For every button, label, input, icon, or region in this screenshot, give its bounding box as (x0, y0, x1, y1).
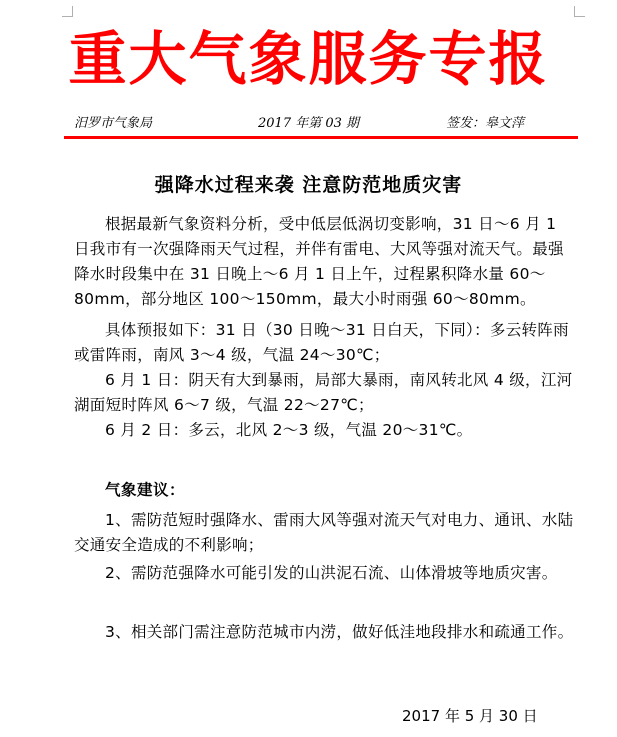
masthead-title: 重大气象服务专报 (68, 25, 549, 93)
signer: 签发：皋文萍 (446, 116, 525, 131)
paragraph-forecast-jun2: 6 月 2 日：多云，北风 2～3 级，气温 20～31℃。 (105, 421, 473, 439)
red-divider (64, 136, 578, 139)
header-info-row (74, 112, 564, 130)
advice-item-2: 2、需防范强降水可能引发的山洪泥石流、山体滑坡等地质灾害。 (105, 564, 558, 582)
page-corner-mark-left (62, 6, 73, 17)
issuing-agency: 汨罗市气象局 (74, 116, 153, 131)
paragraph-forecast-31: 具体预报如下：31 日（30 日晚～31 日白天，下同）：多云转阵雨或雷阵雨，南风 3～4 级，气温 24～30℃； (74, 321, 569, 364)
document-title: 强降水过程来袭 注意防范地质灾害 (154, 174, 463, 196)
issue-number: 2017 年第 03 期 (258, 116, 360, 131)
advice-heading: 气象建议： (105, 481, 186, 499)
advice-item-1: 1、需防范短时强降水、雷雨大风等强对流天气对电力、通讯、水陆交通安全造成的不利影响； (74, 511, 574, 554)
paragraph-summary: 根据最新气象资料分析，受中低层低涡切变影响，31 日～6 月 1 日我市有一次强降雨天气过程，并伴有雷电、大风等强对流天气。最强降水时段集中在 31 日晚上～6 月 1 日上午，过程累积降水量 60～80mm，部分地区 100～150mm，最大小时雨强 60～80mm。 (74, 215, 564, 308)
document-date: 2017 年 5 月 30 日 (402, 707, 538, 725)
advice-item-3: 3、相关部门需注意防范城市内涝，做好低洼地段排水和疏通工作。 (105, 623, 574, 641)
paragraph-forecast-jun1: 6 月 1 日：阴天有大到暴雨，局部大暴雨，南风转北风 4 级，江河湖面短时阵风 6～7 级，气温 22～27℃； (74, 371, 573, 414)
page-corner-mark-right (574, 6, 585, 17)
